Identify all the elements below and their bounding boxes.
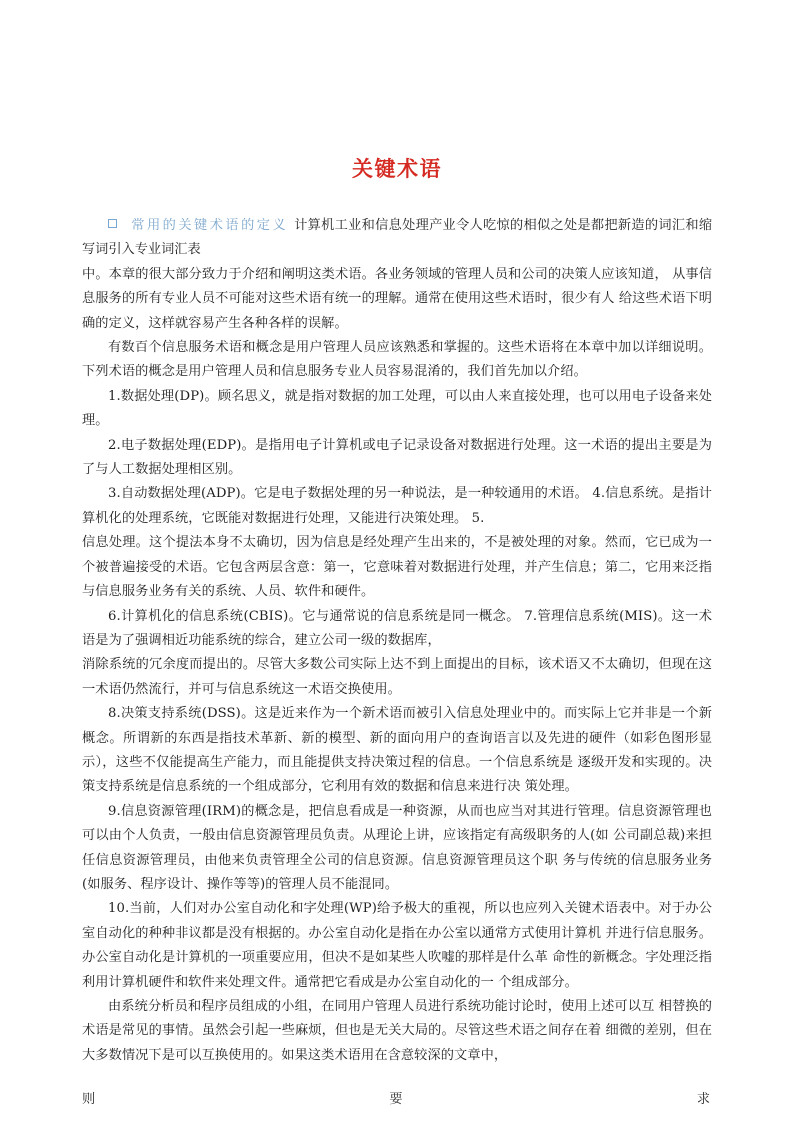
tail-char-center: 要 <box>389 1092 403 1107</box>
square-bullet-icon <box>108 219 117 228</box>
key-term-heading-label: 常用的关键术语的定义 <box>131 218 289 233</box>
paragraph-term-adp-is: 3.自动数据处理(ADP)。它是电子数据处理的另一种说法，是一种较通用的术语。 4.信息系统。是指计算机化的处理系统，它既能对数据进行处理，又能进行决策处理。 5. <box>82 486 712 526</box>
paragraph-term-cbis-mis: 6.计算机化的信息系统(CBIS)。它与通常说的信息系统是同一概念。 7.管理信息系统(MIS)。这一术语是为了强调相近功能系统的综合，建立公司一级的数据库， <box>82 608 712 648</box>
paragraph-term-edp: 2.电子数据处理(EDP)。是指用电子计算机或电子记录设备对数据进行处理。这一术语的提出主要是为了与人工数据处理相区别。 <box>82 437 712 478</box>
paragraph-term-dss: 8.决策支持系统(DSS)。这是近来作为一个新术语而被引入信息处理业中的。而实际上它并非是一个新概念。所谓新的东西是指技术革新、新的模型、新的面向用户的查询语言以及先进的硬件（如彩色图形显示），这些不仅能提高生产能力，而且能提供支持决策过程的信息。一个信息系统是 逐级开发和实现的。决策支持系统是信息系统的一个组成部分，它利用有效的数据和信息来进行决 策处理。 <box>82 706 712 795</box>
paragraph-closing: 由系统分析员和程序员组成的小组，在同用户管理人员进行系统功能讨论时，使用上述可以互 相替换的术语是常见的事情。虽然会引起一些麻烦，但也是无关大局的。尽管这些术语之间存在着 细微的差别，但在大多数情况下是可以互换使用的。如果这类术语用在含意较深的文章中， <box>82 999 712 1063</box>
tail-char-right: 求 <box>696 1092 710 1107</box>
document-body <box>82 214 712 1068</box>
tail-char-left: 则 <box>82 1092 96 1107</box>
key-term-heading-line <box>82 214 712 263</box>
paragraph-term-oa-wp: 10.当前，人们对办公室自动化和字处理(WP)给予极大的重视，所以也应列入关键术语表中。对于办公室自动化的种种非议都是没有根据的。办公室自动化是指在办公室以通常方式使用计算机 并进行信息服务。办公室自动化是计算机的一项重要应用，但决不是如某些人吹嘘的那样是什么革 命性的新概念。字处理泛指利用计算机硬件和软件来处理文件。通常把它看成是办公室自动化的一 个组成部分。 <box>82 901 712 990</box>
justified-tail-line <box>82 1090 710 1110</box>
page-title: 关键术语 <box>352 157 442 181</box>
paragraph-term-irm: 9.信息资源管理(IRM)的概念是，把信息看成是一种资源，从而也应当对其进行管理。信息资源管理也可以由个人负责，一般由信息资源管理员负责。从理论上讲，应该指定有高级职务的人(如 公司副总裁)来担任信息资源管理员，由他来负责管理全公司的信息资源。信息资源管理员这个职 务与传统的信息服务业务(如服务、程序设计、操作等等)的管理人员不能混同。 <box>82 803 712 892</box>
key-term-heading-text: 计算机工业和信息处理产业令人吃惊的相似之处是都把新造的词汇和缩写词引入专业词汇表 <box>82 218 713 258</box>
paragraph-term-mis-continued: 消除系统的冗余度而提出的。尽管大多数公司实际上达不到上面提出的目标，该术语又不太确切，但现在这一术语仍然流行，并可与信息系统这一术语交换使用。 <box>82 657 712 697</box>
paragraph-intro-continued: 中。本章的很大部分致力于介绍和阐明这类术语。各业务领域的管理人员和公司的决策人应该知道， 从事信息服务的所有专业人员不可能对这些术语有统一的理解。通常在使用这些术语时，很少有人 给这些术语下明确的定义，这样就容易产生各种各样的误解。 <box>82 266 712 331</box>
paragraph-term-info-processing: 信息处理。这个提法本身不太确切，因为信息是经处理产生出来的，不是被处理的对象。然而，它已成为一个被普遍接受的术语。它包含两层含意：第一，它意味着对数据进行处理，并产生信息；第二，它用来泛指与信息服务业务有关的系统、人员、软件和硬件。 <box>82 535 712 600</box>
paragraph-term-dp: 1.数据处理(DP)。顾名思义，就是指对数据的加工处理，可以由人来直接处理，也可以用电子设备来处理。 <box>82 388 712 429</box>
paragraph-overview: 有数百个信息服务术语和概念是用户管理人员应该熟悉和掌握的。这些术语将在本章中加以详细说明。下列术语的概念是用户管理人员和信息服务专业人员容易混淆的，我们首先加以介绍。 <box>82 340 712 380</box>
